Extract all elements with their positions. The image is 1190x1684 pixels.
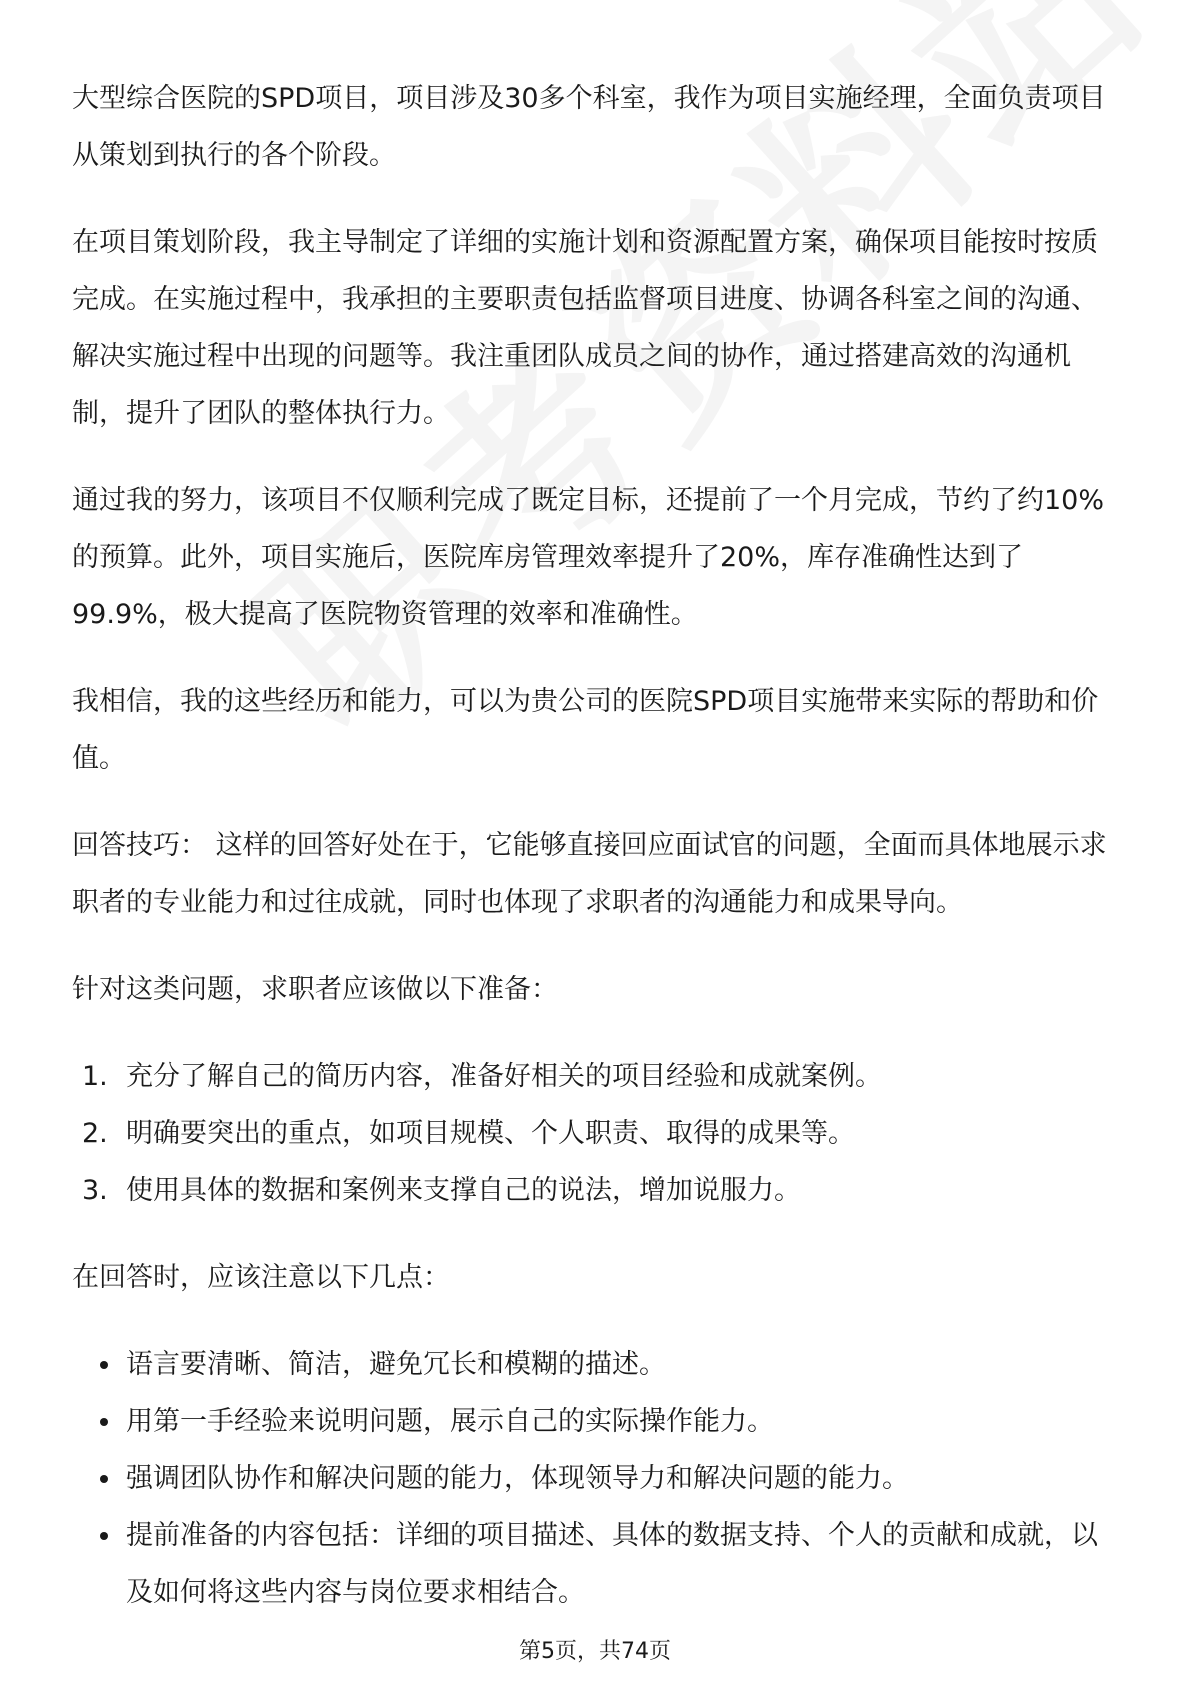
list-item — [72, 1507, 1122, 1621]
list-item — [72, 1450, 1122, 1507]
bullet-icon — [100, 1418, 108, 1426]
paragraph-project-intro: 大型综合医院的SPD项目，项目涉及30多个科室，我作为项目实施经理，全面负责项目从策划到执行的各个阶段。 — [72, 83, 1106, 171]
paragraph-notes-intro: 在回答时，应该注意以下几点： — [72, 1262, 450, 1293]
list-item-text: 用第一手经验来说明问题，展示自己的实际操作能力。 — [126, 1406, 774, 1437]
list-item-text: 强调团队协作和解决问题的能力，体现领导力和解决问题的能力。 — [126, 1463, 909, 1494]
bullet-icon — [100, 1475, 108, 1483]
bullet-icon — [100, 1532, 108, 1540]
document-body — [72, 70, 1122, 1651]
paragraph-preparation-intro: 针对这类问题，求职者应该做以下准备： — [72, 974, 558, 1005]
bullet-list — [72, 1336, 1122, 1621]
list-item — [72, 1393, 1122, 1450]
list-item-text: 使用具体的数据和案例来支撑自己的说法，增加说服力。 — [126, 1175, 801, 1206]
numbered-list — [72, 1048, 1122, 1219]
list-item-text: 提前准备的内容包括：详细的项目描述、具体的数据支持、个人的贡献和成就，以及如何将这些内容与岗位要求相结合。 — [126, 1520, 1098, 1608]
list-number: 1. — [82, 1061, 108, 1092]
paragraph-answer-tips: 回答技巧： 这样的回答好处在于，它能够直接回应面试官的问题，全面而具体地展示求职者的专业能力和过往成就，同时也体现了求职者的沟通能力和成果导向。 — [72, 830, 1107, 918]
bullet-icon — [100, 1361, 108, 1369]
list-number: 3. — [82, 1175, 108, 1206]
list-item — [72, 1336, 1122, 1393]
list-item-text: 充分了解自己的简历内容，准备好相关的项目经验和成就案例。 — [126, 1061, 882, 1092]
list-item — [72, 1048, 1122, 1105]
paragraph-planning: 在项目策划阶段，我主导制定了详细的实施计划和资源配置方案，确保项目能按时按质完成。在实施过程中，我承担的主要职责包括监督项目进度、协调各科室之间的沟通、解决实施过程中出现的问题等。我注重团队成员之间的协作，通过搭建高效的沟通机制，提升了团队的整体执行力。 — [72, 227, 1098, 429]
list-item-text: 语言要清晰、简洁，避免冗长和模糊的描述。 — [126, 1349, 666, 1380]
list-item — [72, 1105, 1122, 1162]
list-item — [72, 1162, 1122, 1219]
paragraph-results: 通过我的努力，该项目不仅顺利完成了既定目标，还提前了一个月完成，节约了约10%的预算。此外，项目实施后，医院库房管理效率提升了20%，库存准确性达到了99.9%，极大提高了医院物资管理的效率和准确性。 — [72, 485, 1105, 630]
paragraph-conclusion: 我相信，我的这些经历和能力，可以为贵公司的医院SPD项目实施带来实际的帮助和价值。 — [72, 686, 1099, 774]
page-footer: 第5页，共74页 — [519, 1639, 671, 1664]
list-number: 2. — [82, 1118, 108, 1149]
list-item-text: 明确要突出的重点，如项目规模、个人职责、取得的成果等。 — [126, 1118, 855, 1149]
